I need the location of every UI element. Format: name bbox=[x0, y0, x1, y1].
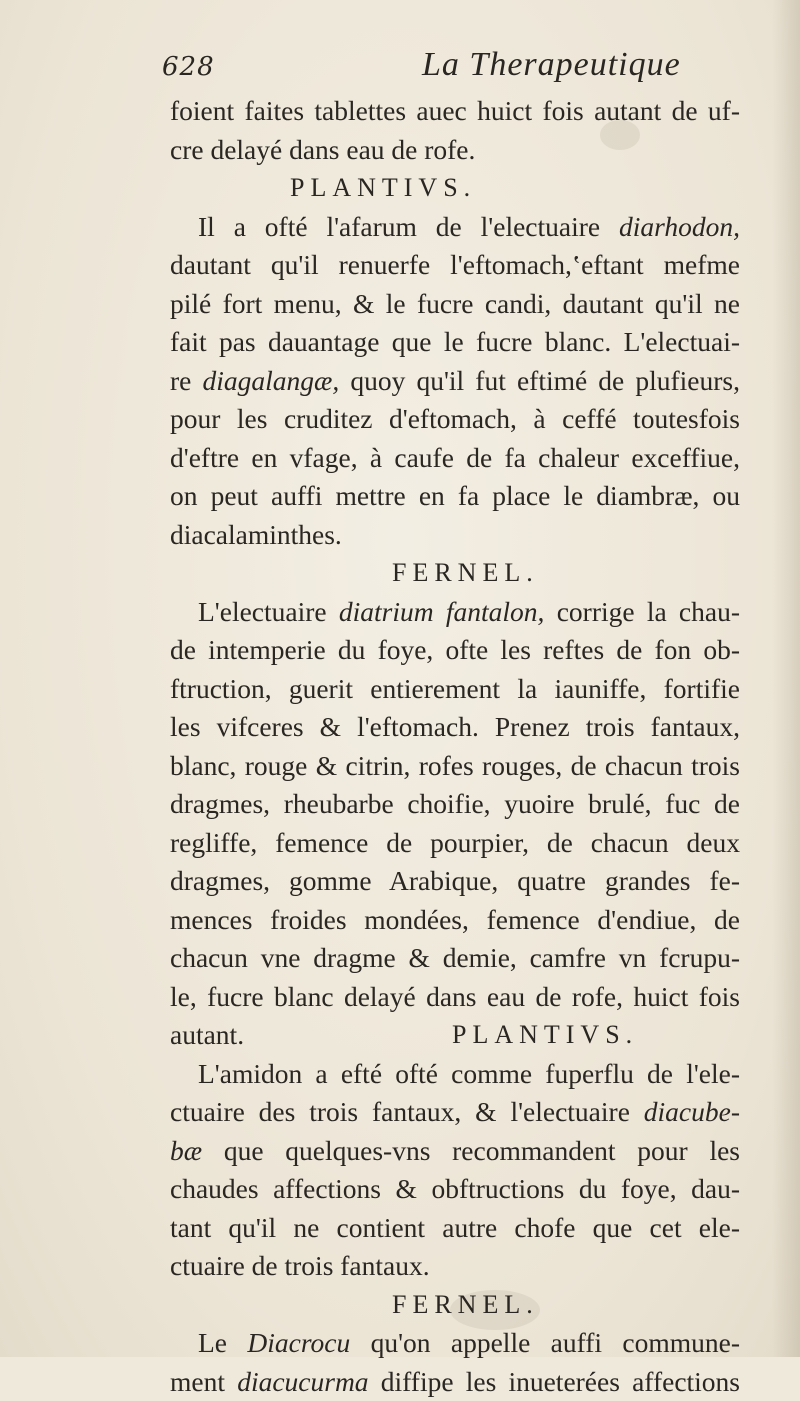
text-line: ftruction, guerit entierement la iauniffe, fortifie bbox=[170, 670, 740, 709]
text-line: bæ que quelques-vns recommandent pour les bbox=[170, 1132, 740, 1171]
text-line: re diagalangæ, quoy qu'il fut eftimé de plufieurs, bbox=[170, 362, 740, 401]
text-line: chacun vne dragme & demie, camfre vn fcrupu- bbox=[170, 939, 740, 978]
text-line: Il a ofté l'afarum de l'electuaire diarhodon, bbox=[170, 208, 740, 247]
text-line: Le Diacrocu qu'on appelle auffi commune- bbox=[170, 1324, 740, 1363]
page-edge-shadow bbox=[772, 0, 800, 1357]
text-line: blanc, rouge & citrin, rofes rouges, de chacun trois bbox=[170, 747, 740, 786]
text-line: ment diacucurma diffipe les inueterées affections bbox=[170, 1363, 740, 1401]
text-line: chaudes affections & obftructions du foye, dau- bbox=[170, 1170, 740, 1209]
text-line: les vifceres & l'eftomach. Prenez trois fantaux, bbox=[170, 708, 740, 747]
text-line: ctuaire des trois fantaux, & l'electuaire diacube- bbox=[170, 1093, 740, 1132]
text-line: ctuaire de trois fantaux. bbox=[170, 1247, 740, 1286]
text-line: pour les cruditez d'eftomach, à ceffé toutesfois bbox=[170, 400, 740, 439]
page-number: 628 bbox=[162, 52, 215, 82]
body-text: foient faites tablettes auec huict fois autant de uf- cre delayé dans eau de rofe. PLANTIVS. Il a ofté l'afarum de l'electuaire diarhodon, dautant qu'il renuerfe l'eftomach,‛eftant mefme pilé fort menu, & le fucre candi, dautant qu'il ne fait pas dauantage que le fucre blanc. L'electuai- re diagalangæ, quoy qu'il fut eftimé de plufieurs, pour les cruditez d'eftomach, à ceffé toutesfois d'eftre en vfage, à caufe de fa chaleur exceffiue, on peut auffi mettre en fa place le diambræ, ou diacalaminthes. FERNEL. L'electuaire diatrium fantalon, corrige la chau- de intemperie du foye, ofte les reftes de fon ob- ftruction, guerit entierement la iauniffe, fortifie les vifceres & l'eftomach. Prenez trois fantaux, blanc, rouge & citrin, rofes rouges, de chacun trois dragmes, rheubarbe choifie, yuoire brulé, fuc de regliffe, femence de pourpier, de chacun deux dragmes, gomme Arabique, quatre grandes fe- mences froides mondées, femence d'endiue, de chacun vne dragme & demie, camfre vn fcrupu- le, fucre blanc delayé dans eau de rofe, huict fois autant. PLANTIVS. L'amidon a efté ofté comme fuperflu de l'ele- ctuaire des trois fantaux, & l'electuaire diacube- bæ que quelques-vns recommandent pour les chaudes affections & obftructions du foye, dau- tant qu'il ne contient autre chofe que cet ele- ctuaire de trois fantaux. FERNEL. Le Diacrocu qu'on appelle auffi commune- ment diacucurma diffipe les inueterées affections bbox=[170, 92, 740, 1401]
section-heading-fernel: FERNEL. bbox=[170, 1286, 740, 1325]
section-heading-fernel: FERNEL. bbox=[170, 554, 740, 593]
text-line: foient faites tablettes auec huict fois autant de uf- bbox=[170, 92, 740, 131]
text-line: L'amidon a efté ofté comme fuperflu de l'ele- bbox=[170, 1055, 740, 1094]
page-header bbox=[162, 46, 722, 90]
text-line: pilé fort menu, & le fucre candi, dautant qu'il ne bbox=[170, 285, 740, 324]
text-line: on peut auffi mettre en fa place le diambræ, ou bbox=[170, 477, 740, 516]
text-line: mences froides mondées, femence d'endiue, de bbox=[170, 901, 740, 940]
text-line: regliffe, femence de pourpier, de chacun deux bbox=[170, 824, 740, 863]
text-line: tant qu'il ne contient autre chofe que cet ele- bbox=[170, 1209, 740, 1248]
text-line: le, fucre blanc delayé dans eau de rofe, huict fois bbox=[170, 978, 740, 1017]
text-line: dragmes, gomme Arabique, quatre grandes fe- bbox=[170, 862, 740, 901]
section-heading-plantivs: PLANTIVS. bbox=[170, 169, 740, 208]
running-title: La Therapeutique bbox=[422, 46, 681, 84]
text-line: de intemperie du foye, ofte les reftes de fon ob- bbox=[170, 631, 740, 670]
text-line: dragmes, rheubarbe choifie, yuoire brulé, fuc de bbox=[170, 785, 740, 824]
text-line: d'eftre en vfage, à caufe de fa chaleur exceffiue, bbox=[170, 439, 740, 478]
text-line: L'electuaire diatrium fantalon, corrige la chau- bbox=[170, 593, 740, 632]
section-heading-plantivs: PLANTIVS. bbox=[170, 1016, 740, 1055]
text-line: diacalaminthes. bbox=[170, 516, 740, 555]
text-line: fait pas dauantage que le fucre blanc. L'electuai- bbox=[170, 323, 740, 362]
text-line: cre delayé dans eau de rofe. bbox=[170, 131, 740, 170]
text-line: dautant qu'il renuerfe l'eftomach,‛eftant mefme bbox=[170, 246, 740, 285]
